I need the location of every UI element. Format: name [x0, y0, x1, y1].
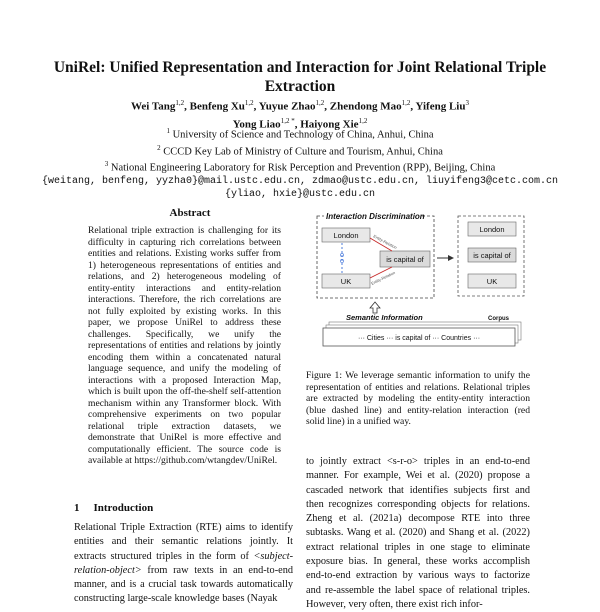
author-name: Benfeng Xu: [189, 100, 245, 113]
affiliation-2: $^2$ CCCD Key Lab of Ministry of Culture and Tourism, Anhui, China: [157, 143, 443, 158]
triple-form: <subject-relation-object>: [74, 550, 293, 576]
abstract-heading: Abstract: [169, 207, 211, 219]
output-london: London: [479, 225, 505, 234]
section-title: Introduction: [93, 502, 154, 514]
svg-text:UK: UK: [340, 277, 352, 286]
right-column-paragraph: to jointly extract <s-r-o> triples in an end-to-end manner. For example, Wei et al. (2020) propose a cascaded network that identifies subjects first and then recognizes corresponding objects for relations. Zheng et al. (2021a) decompose RTE into three subtasks. Wang et al. (2020) and Shang et al. (2022) extract relational triples in one stage to eliminate exposure bias. In general, these works accomplish end-to-end extraction by various ways to factorize and re-assemble the label space of relational triples. However, very often, there exist rich infor-: [306, 456, 530, 610]
author-name: Wei Tang: [131, 100, 176, 113]
affiliation-3: $^3$ National Engineering Laboratory for Risk Perception and Prevention (RPP), Beijing, China: [104, 160, 496, 174]
edge-label-bottom: Entity-Relation: [370, 270, 396, 286]
svg-text:··· Cities ··· is capital of ·: ··· Cities ··· is capital of ··· Countries ···: [357, 335, 481, 342]
email-line-2: {yliao, hxie}@ustc.edu.cn: [224, 189, 376, 201]
author-name: Yifeng Liu: [415, 100, 466, 113]
figure-1: [316, 210, 526, 360]
section-heading: [74, 502, 167, 514]
intro-paragraph: Relational Triple Extraction (RTE) aims to identify entities and their semantic relations jointly. It extracts structured triples in the form of <subject-relation-object> from raw texts in an end-to-end manner, and is a crucial task towards automatically constructing large-scale knowledge bases (Nayak: [74, 522, 293, 605]
title-line-1: UniRel: Unified Representation and Interaction for Joint Relational Triple: [53, 59, 547, 76]
email-line-1: {weitang, benfeng, yyzha0}@mail.ustc.edu.cn, zdmao@ustc.edu.cn, liuyifeng3@cetc.com.cn: [41, 176, 559, 188]
interaction-label: Interaction Discrimination: [326, 212, 425, 221]
author-name: Zhendong Mao: [329, 100, 402, 113]
author-list: Wei Tang$^{1,2}$, Benfeng Xu$^{1,2}$, Yuyue Zhao$^{1,2}$, Zhendong Mao$^{1,2}$, Yifeng Liu$^3$ Yong Liao$^{1,2 *}$, Haiyong Xie$^{1,2}$: [131, 99, 469, 131]
output-capital: is capital of: [473, 251, 511, 260]
author-name: Yong Liao: [232, 118, 281, 131]
abstract-body: Relational triple extraction is challenging for its difficulty in capturing rich correlations between entities and relations. Existing works suffer from 1) heterogeneous representations of entities and relations, and 2) heterogeneous modeling of entity-entity interactions and entity-relation interactions. Therefore, the rich correlations are not fully exploited by existing works. In this paper, we propose UniRel to address these challenges. Specifically, we unify the representations of entities and relations by jointly encoding them within a concatenated natural language sequence, and unify the modeling of interactions with a proposed Interaction Map, which is built upon the off-the-shelf self-attention mechanism within any Transformer block. With comprehensive experiments on two popular relational triple extraction datasets, we demonstrate that UniRel is more effective and computationally efficient. The source code is available at https://github.com/wtangdev/UniRel.: [88, 225, 281, 466]
svg-text:London: London: [333, 231, 359, 240]
figure-caption: Figure 1: We leverage semantic information to unify the representation of entities and relations. Relational triples are extracted by modeling the entity-entity interaction (blue dashed line) and entity-relation interaction (red solid line) in a unified way.: [306, 370, 530, 428]
up-arrow: [370, 302, 380, 313]
author-name: Haiyong Xie: [300, 118, 359, 131]
semantic-label: Semantic Information: [346, 313, 423, 322]
paper-title: [0, 58, 600, 96]
affiliations: [0, 125, 600, 202]
section-number: 1: [74, 502, 80, 514]
output-uk: UK: [486, 277, 498, 286]
corpus-label: Corpus: [488, 316, 509, 322]
author-name: Yuyue Zhao: [258, 100, 316, 113]
affiliation-1: $^1$ University of Science and Technology of China, Anhui, China: [166, 127, 434, 141]
edge-label-top: Entity-Relation: [372, 233, 398, 251]
title-line-2: Extraction: [264, 78, 336, 95]
svg-text:is capital of: is capital of: [386, 255, 424, 264]
